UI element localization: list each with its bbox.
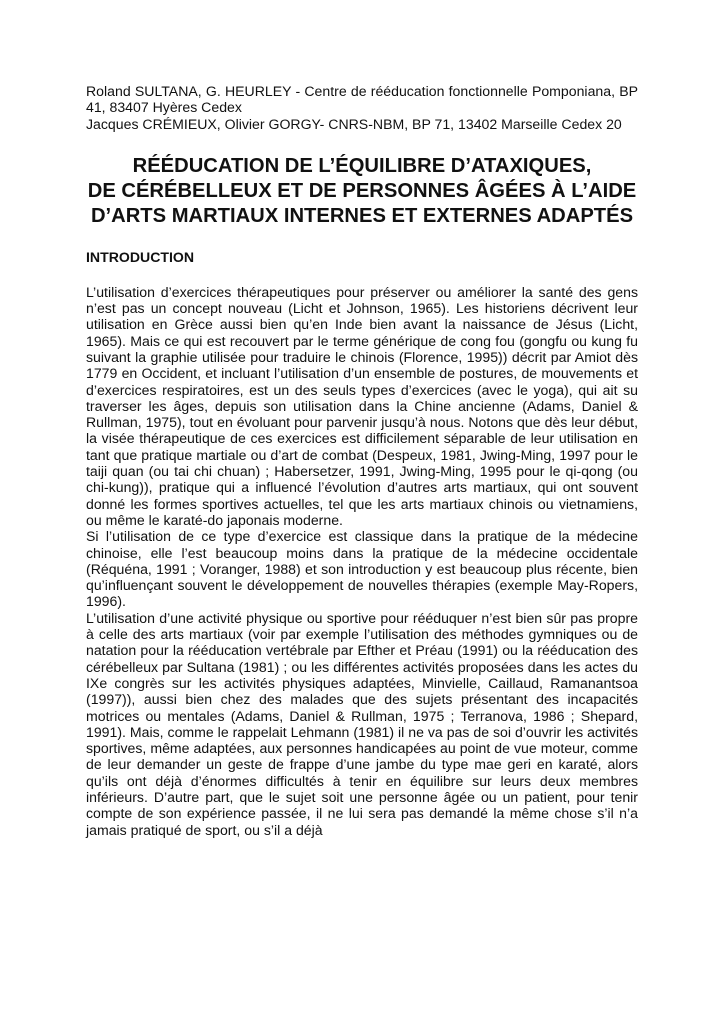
author-affiliation-1: Roland SULTANA, G. HEURLEY - Centre de rééducation fonctionnelle Pomponiana, BP 41, 83407 Hyères Cedex bbox=[86, 83, 638, 116]
paper-title-line-2: DE CÉRÉBELLEUX ET DE PERSONNES ÂGÉES À L’AIDE bbox=[87, 180, 637, 203]
paper-title-line-1: RÉÉDUCATION DE L’ÉQUILIBRE D’ATAXIQUES, bbox=[132, 154, 592, 177]
author-affiliation-2: Jacques CRÉMIEUX, Olivier GORGY- CNRS-NBM, BP 71, 13402 Marseille Cedex 20 bbox=[86, 115, 622, 132]
paragraph-1: L’utilisation d’exercices thérapeutiques pour préserver ou améliorer la santé des gens n’est pas un concept nouveau (Licht et Johnson, 1965). Les historiens décrivent leur utilisation en Grèce aussi bien qu’en Inde bien avant la naissance de Jésus (Licht, 1965). Mais ce qui est recouvert par le terme générique de cong fou (gongfu ou kung fu suivant la graphie utilisée pour traduire le chinois (Florence, 1995)) décrit par Amiot dès 1779 en Occident, et incluant l’utilisation d’un ensemble de postures, de mouvements et d’exercices respiratoires, est un des seuls types d’exercices (avec le yoga), qui ait su traverser les âges, depuis son utilisation dans la Chine ancienne (Adams, Daniel & Rullman, 1975), tout en évoluant pour parvenir jusqu’à nous. Notons que dès leur début, la visée thérapeutique de ces exercices est difficilement séparable de leur utilisation en tant que pratique martiale ou d’art de combat (Despeux, 1981, Jwing-Ming, 1997 pour le taiji quan (ou tai chi chuan) ; Habersetzer, 1991, Jwing-Ming, 1995 pour le qi-qong (ou chi-kung)), pratique qui a influencé l’évolution d’autres arts martiaux, qui ont souvent donné les formes sportives actuelles, tel que les arts martiaux chinois ou vietnamiens, ou même le karaté-do japonais moderne. bbox=[86, 283, 638, 528]
paragraph-3: L’utilisation d’une activité physique ou sportive pour rééduquer n’est bien sûr pas propre à celle des arts martiaux (voir par exemple l’utilisation des méthodes gymniques ou de natation pour la rééducation vertébrale par Efther et Préau (1991) ou la rééducation des cérébelleux par Sultana (1981) ; ou les différentes activités proposées dans les actes du IXe congrès sur les activités physiques adaptées, Minvielle, Caillaud, Ramanantsoa (1997)), aussi bien chez des malades que des sujets présentant des incapacités motrices ou mentales (Adams, Daniel & Rullman, 1975 ; Terranova, 1986 ; Shepard, 1991). Mais, comme le rappelait Lehmann (1981) il ne va pas de soi d’ouvrir les activités sportives, même adaptées, aux personnes handicapées au point de vue moteur, comme de leur demander un geste de frappe d’une jambe du type mae geri en karaté, alors qu’ils ont déjà d’énormes difficultés à tenir en équilibre sur leurs deux membres inférieurs. D’autre part, que le sujet soit une personne âgée ou un patient, pour tenir compte de son expérience passée, il ne lui sera pas demandé la même chose s’il n’a jamais pratiqué de sport, ou s’il a déjà bbox=[86, 609, 638, 838]
section-heading-introduction: INTRODUCTION bbox=[86, 248, 195, 265]
paper-title bbox=[86, 154, 638, 230]
paragraph-2: Si l’utilisation de ce type d’exercice est classique dans la pratique de la médecine chinoise, elle l’est beaucoup moins dans la pratique de la médecine occidentale (Réquéna, 1991 ; Voranger, 1988) et son introduction y est beaucoup plus récente, bien qu’influençant souvent le développement de nouvelles thérapies (exemple May-Ropers, 1996). bbox=[86, 528, 638, 610]
document-page bbox=[86, 83, 638, 838]
section-body bbox=[86, 284, 638, 838]
author-affiliations bbox=[86, 83, 638, 132]
paper-title-line-3: D’ARTS MARTIAUX INTERNES ET EXTERNES ADAPTÉS bbox=[90, 205, 634, 228]
